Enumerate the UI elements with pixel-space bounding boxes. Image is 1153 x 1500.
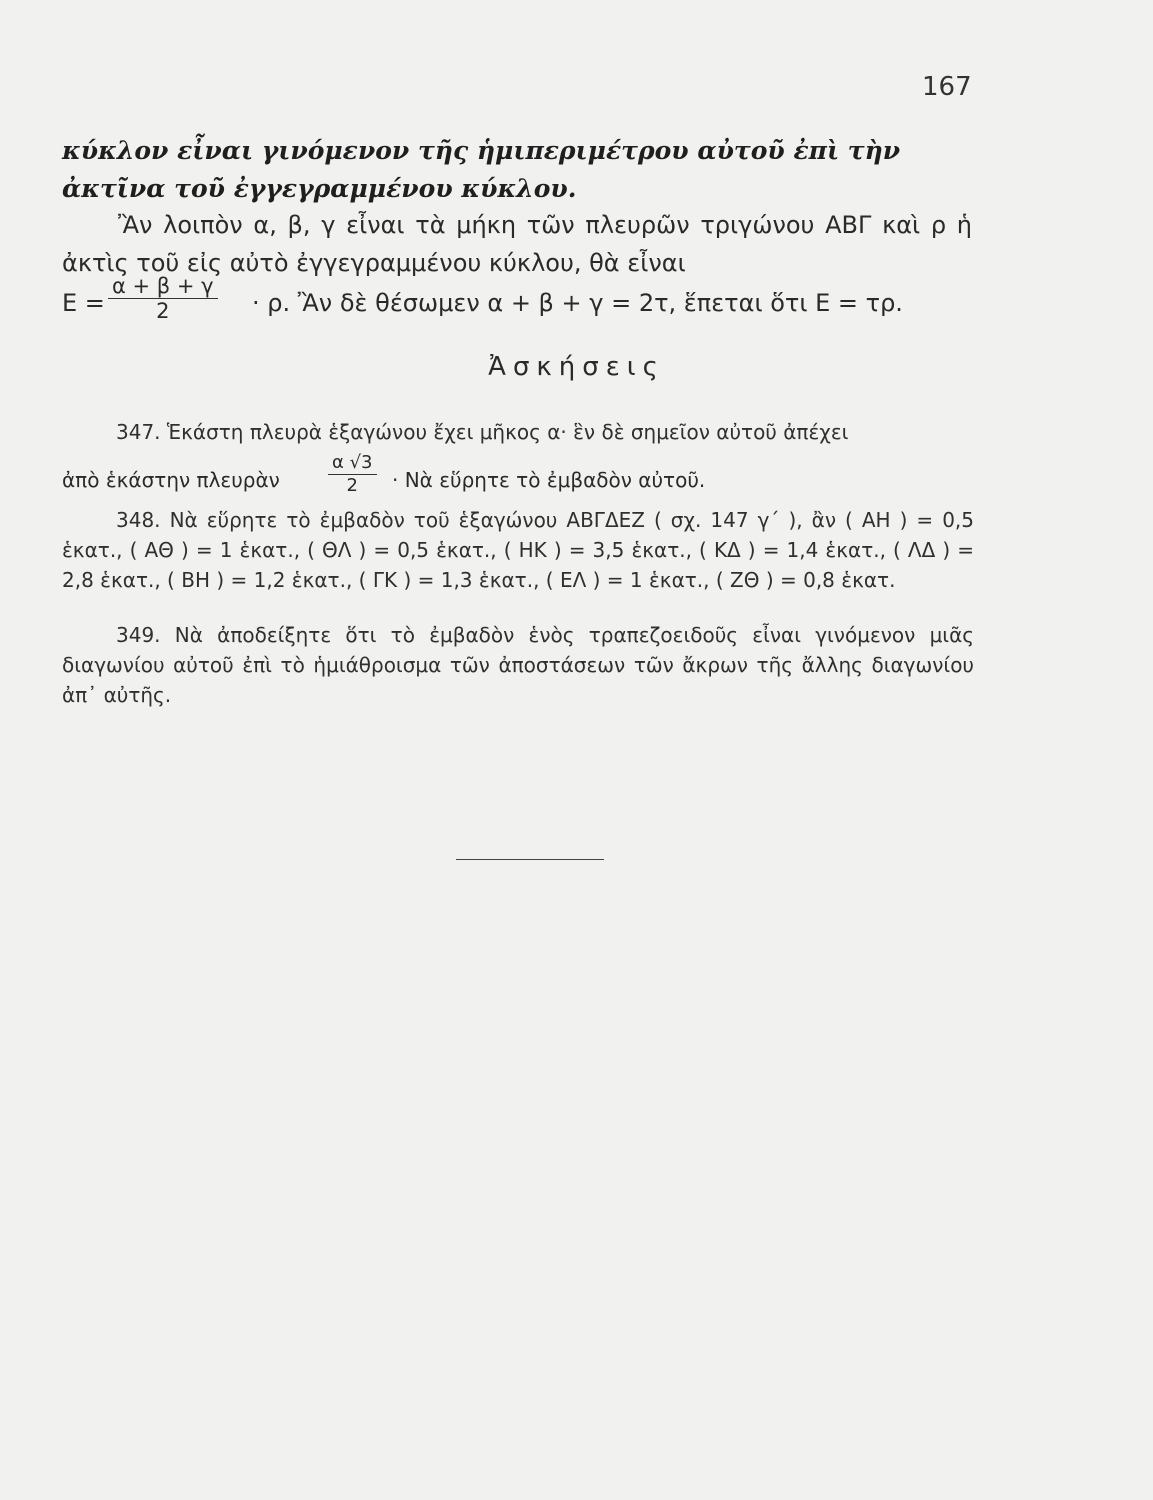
end-rule (456, 859, 604, 860)
exercise-348-text: Νὰ εὕρητε τὸ ἐμβαδὸν τοῦ ἑξαγώνου ΑΒΓΔΕΖ ( σχ. 147 γ΄ ), ἂν ( ΑΗ ) = 0,5 ἑκατ., ( ΑΘ ) = 1 ἑκατ., ( ΘΛ ) = 0,5 ἑκατ., ( ΗΚ ) = 3,5 ἑκατ., ( ΚΔ ) = 1,4 ἑκατ., ( ΛΔ ) = 2,8 ἑκατ., ( ΒΗ ) = 1,2 ἑκατ., ( ΓΚ ) = 1,3 ἑκατ., ( ΕΛ ) = 1 ἑκατ., ( ΖΘ ) = 0,8 ἑκατ. (62, 508, 974, 592)
exercise-347-numerator: α √3 (328, 452, 377, 475)
page-number: 167 (922, 72, 972, 102)
exercise-number: 349. (116, 623, 161, 647)
intro-bold-text: κύκλον εἶναι γινόμενον τῆς ἡμιπεριμέτρου αὐτοῦ ἐπὶ τὴν ἀκτῖνα τοῦ ἐγγεγραμμένου κύκλου. (62, 136, 901, 203)
formula-lhs: Ε = (62, 289, 105, 317)
formula-fraction (108, 274, 218, 323)
section-title: Ἀσκήσεις (488, 352, 665, 382)
intro-paragraph-text: Ἂν λοιπὸν α, β, γ εἶναι τὰ μήκη τῶν πλευρῶν τριγώνου ΑΒΓ καὶ ρ ἡ ἀκτὶς τοῦ εἰς αὐτὸ ἐγγεγραμμένου κύκλου, θὰ εἶναι (62, 211, 972, 277)
exercise-347-pre: ἀπὸ ἑκάστην πλευρὰν (62, 468, 280, 492)
exercise-347-line1 (62, 417, 974, 447)
exercise-347-text: Ἑκάστη πλευρὰ ἑξαγώνου ἔχει μῆκος α· ἓν δὲ σημεῖον αὐτοῦ ἀπέχει (166, 420, 849, 444)
exercise-348 (62, 505, 974, 595)
exercise-347-line2 (62, 448, 974, 508)
exercise-347-denominator: 2 (346, 475, 358, 496)
exercise-347-fraction (328, 452, 377, 497)
exercise-number: 348. (116, 508, 161, 532)
exercise-349 (62, 620, 974, 710)
formula-rest: · ρ. Ἂν δὲ θέσωμεν α + β + γ = 2τ, ἕπεται ὅτι Ε = τρ. (252, 289, 903, 317)
exercise-number: 347. (116, 420, 161, 444)
area-formula (62, 276, 972, 336)
intro-paragraph (62, 206, 972, 282)
formula-numerator: α + β + γ (108, 274, 218, 299)
exercise-347-post: · Νὰ εὕρητε τὸ ἐμβαδὸν αὐτοῦ. (392, 468, 706, 492)
exercise-349-text: Νὰ ἀποδείξητε ὅτι τὸ ἐμβαδὸν ἑνὸς τραπεζοειδοῦς εἶναι γινόμενον μιᾶς διαγωνίου αὐτοῦ ἐπὶ τὸ ἡμιάθροισμα τῶν ἀποστάσεων τῶν ἄκρων τῆς ἄλλης διαγωνίου ἀπ᾽ αὐτῆς. (62, 623, 974, 707)
formula-denominator: 2 (156, 299, 170, 323)
